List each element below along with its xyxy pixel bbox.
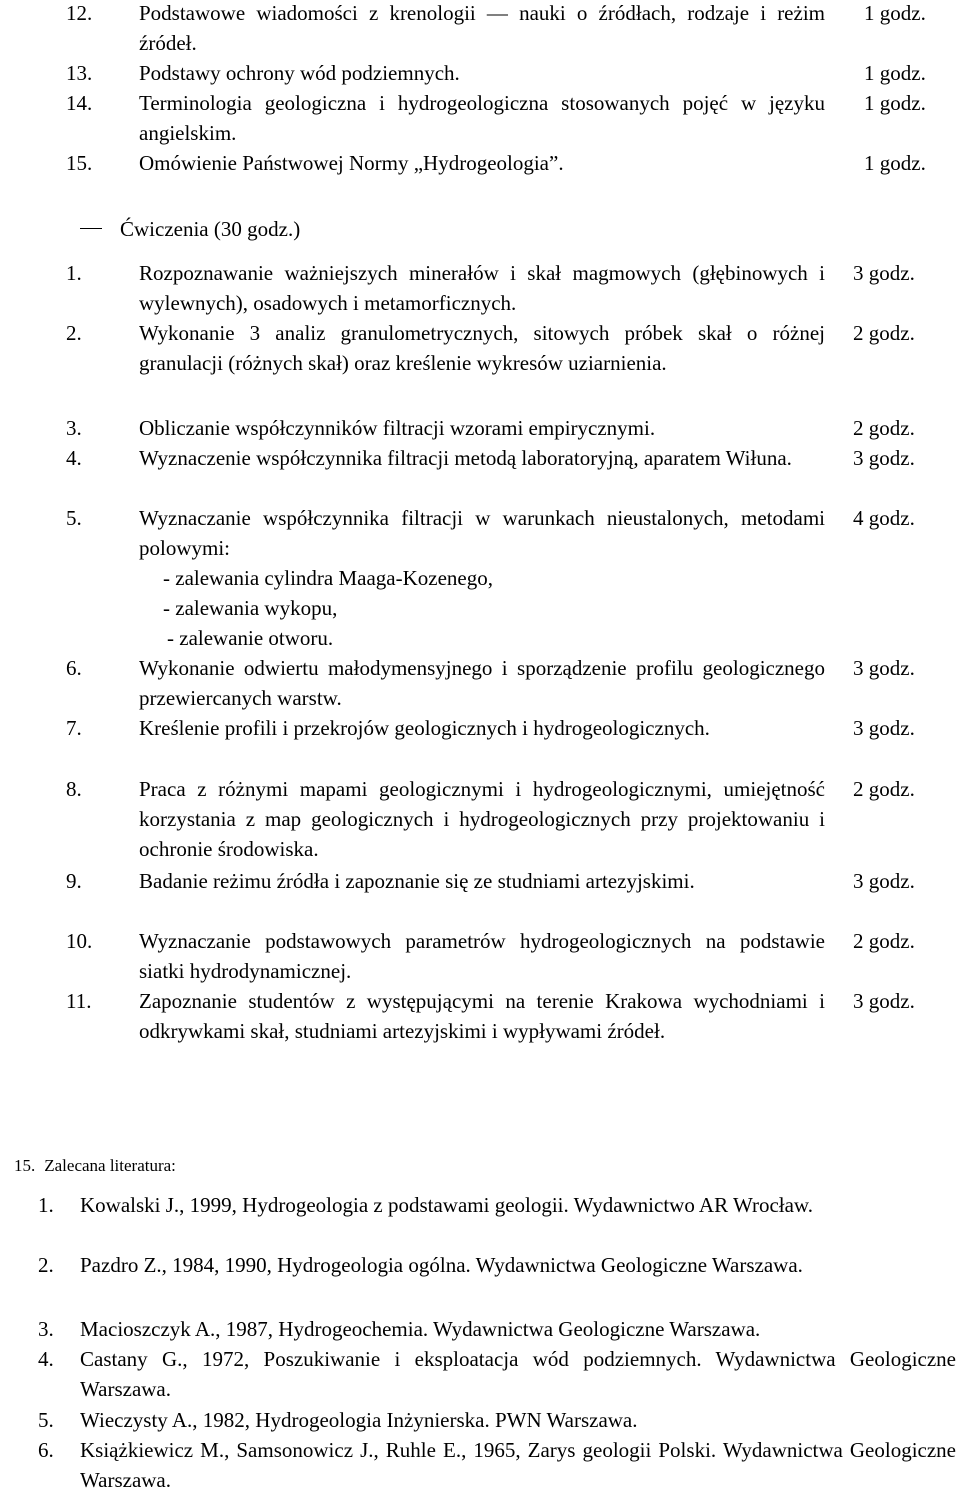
section-title: Zalecana literatura: [44, 1156, 176, 1175]
item-text: Wyznaczanie współczynnika filtracji w warunkach nieustalonych, metodami polowymi: [139, 506, 825, 560]
dash-bullet [80, 228, 102, 229]
item-number: 12. [66, 1, 93, 25]
item-text: Wyznaczenie współczynnika filtracji metodą laboratoryjną, aparatem Wiłuna. [139, 446, 792, 470]
item-text: Wykonanie 3 analiz granulometrycznych, sitowych próbek skał o różnej granulacji (różnych skał) oraz kreślenie wykresów uziarnienia. [139, 321, 825, 375]
item-number: 6. [38, 1438, 54, 1462]
item-text: Kreślenie profili i przekrojów geologicznych i hydrogeologicznych. [139, 716, 710, 740]
item-number: 6. [66, 656, 82, 680]
item-hours: 3 godz. [853, 446, 915, 470]
item-text: Zapoznanie studentów z występującymi na terenie Krakowa wychodniami i odkrywkami skał, studniami artezyjskimi i wypływami źródeł. [139, 989, 825, 1043]
item-hours: 3 godz. [853, 656, 915, 680]
item-number: 7. [66, 716, 82, 740]
item-number: 14. [66, 91, 93, 115]
item-number: 5. [66, 506, 82, 530]
item-number: 9. [66, 869, 82, 893]
literature-heading [14, 1154, 176, 1178]
list-item: - zalewania cylindra Maaga-Kozenego, [163, 566, 493, 590]
item-hours: 3 godz. [853, 989, 915, 1013]
item-text: Wykonanie odwiertu małodymensyjnego i sporządzenie profilu geologicznego przewiercanych warstw. [139, 656, 825, 710]
item-number: 13. [66, 61, 93, 85]
item-text: Wieczysty A., 1982, Hydrogeologia Inżynierska. PWN Warszawa. [80, 1408, 638, 1432]
item-number: 8. [66, 777, 82, 801]
item-text: Rozpoznawanie ważniejszych minerałów i skał magmowych (głębinowych i wylewnych), osadowych i metamorficznych. [139, 261, 825, 315]
item-number: 5. [38, 1408, 54, 1432]
item-text: Pazdro Z., 1984, 1990, Hydrogeologia ogólna. Wydawnictwa Geologiczne Warszawa. [80, 1253, 803, 1277]
item-number: 3. [38, 1317, 54, 1341]
item-number: 3. [66, 416, 82, 440]
item-text: Badanie reżimu źródła i zapoznanie się ze studniami artezyjskimi. [139, 869, 695, 893]
item-number: 1. [66, 261, 82, 285]
section-number: 15. [14, 1156, 36, 1175]
item-hours: 2 godz. [853, 416, 915, 440]
item-hours: 2 godz. [853, 321, 915, 345]
item-text: Terminologia geologiczna i hydrogeologiczna stosowanych pojęć w języku angielskim. [139, 91, 825, 145]
item-text: Książkiewicz M., Samsonowicz J., Ruhle E., 1965, Zarys geologii Polski. Wydawnictwa Geologiczne Warszawa. [80, 1438, 956, 1492]
item-text: Wyznaczanie podstawowych parametrów hydrogeologicznych na podstawie siatki hydrodynamicznej. [139, 929, 825, 983]
item-text: Podstawy ochrony wód podziemnych. [139, 61, 460, 85]
item-hours: 3 godz. [853, 869, 915, 893]
item-number: 11. [66, 989, 92, 1013]
item-text-block [139, 503, 825, 653]
method-list [139, 563, 825, 653]
item-text: Obliczanie współczynników filtracji wzorami empirycznymi. [139, 416, 656, 440]
item-hours: 1 godz. [864, 91, 926, 115]
list-item: - zalewanie otworu. [167, 626, 334, 650]
item-hours: 4 godz. [853, 506, 915, 530]
item-hours: 1 godz. [864, 61, 926, 85]
item-number: 1. [38, 1193, 54, 1217]
list-item: - zalewania wykopu, [163, 596, 338, 620]
item-hours: 1 godz. [864, 1, 926, 25]
item-text: Castany G., 1972, Poszukiwanie i eksploatacja wód podziemnych. Wydawnictwa Geologiczne Warszawa. [80, 1347, 956, 1401]
item-hours: 3 godz. [853, 716, 915, 740]
exercises-heading-label: Ćwiczenia (30 godz.) [120, 217, 301, 241]
item-hours: 2 godz. [853, 929, 915, 953]
item-text: Omówienie Państwowej Normy „Hydrogeologia”. [139, 151, 564, 175]
item-number: 4. [38, 1347, 54, 1371]
item-hours: 1 godz. [864, 151, 926, 175]
item-hours: 2 godz. [853, 777, 915, 801]
item-number: 2. [66, 321, 82, 345]
item-text: Praca z różnymi mapami geologicznymi i hydrogeologicznymi, umiejętność korzystania z map geologicznych i hydrogeologicznych przy projektowaniu i ochronie środowiska. [139, 777, 825, 861]
item-number: 15. [66, 151, 93, 175]
item-number: 4. [66, 446, 82, 470]
item-text: Kowalski J., 1999, Hydrogeologia z podstawami geologii. Wydawnictwo AR Wrocław. [80, 1193, 813, 1217]
item-hours: 3 godz. [853, 261, 915, 285]
item-number: 2. [38, 1253, 54, 1277]
item-text: Macioszczyk A., 1987, Hydrogeochemia. Wydawnictwa Geologiczne Warszawa. [80, 1317, 761, 1341]
item-number: 10. [66, 929, 93, 953]
item-text: Podstawowe wiadomości z krenologii — nauki o źródłach, rodzaje i reżim źródeł. [139, 1, 825, 55]
